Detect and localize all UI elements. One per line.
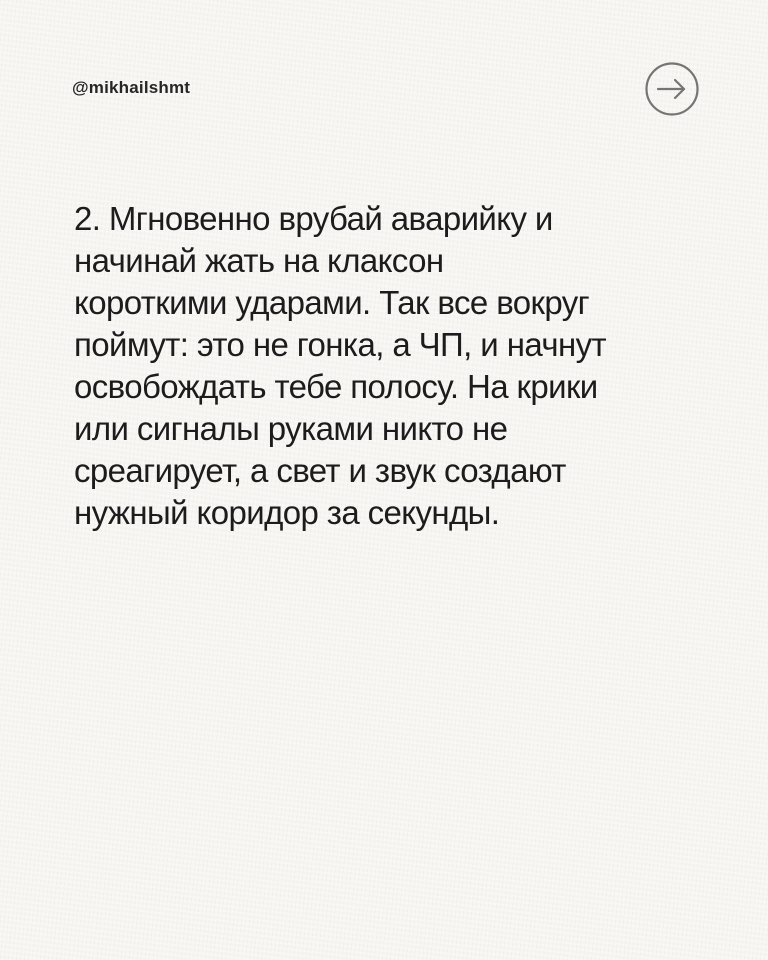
paragraph-line: или сигналы руками никто не bbox=[74, 410, 508, 447]
next-slide-button[interactable] bbox=[644, 61, 700, 117]
paragraph-line: 2. Мгновенно врубай аварийку и bbox=[74, 200, 553, 237]
paragraph-line: начинай жать на клаксон bbox=[74, 242, 444, 279]
paragraph-line: нужный коридор за секунды. bbox=[74, 494, 500, 531]
arrow-right-circle-icon bbox=[644, 61, 700, 117]
paragraph-line: короткими ударами. Так все вокруг bbox=[74, 284, 590, 321]
paragraph-line: среагирует, а свет и звук создают bbox=[74, 452, 566, 489]
paragraph-line: поймут: это не гонка, а ЧП, и начнут bbox=[74, 326, 606, 363]
slide-paragraph bbox=[74, 198, 714, 534]
paragraph-line: освобождать тебе полосу. На крики bbox=[74, 368, 598, 405]
card-header bbox=[0, 0, 768, 130]
author-handle: @mikhailshmt bbox=[72, 78, 191, 97]
